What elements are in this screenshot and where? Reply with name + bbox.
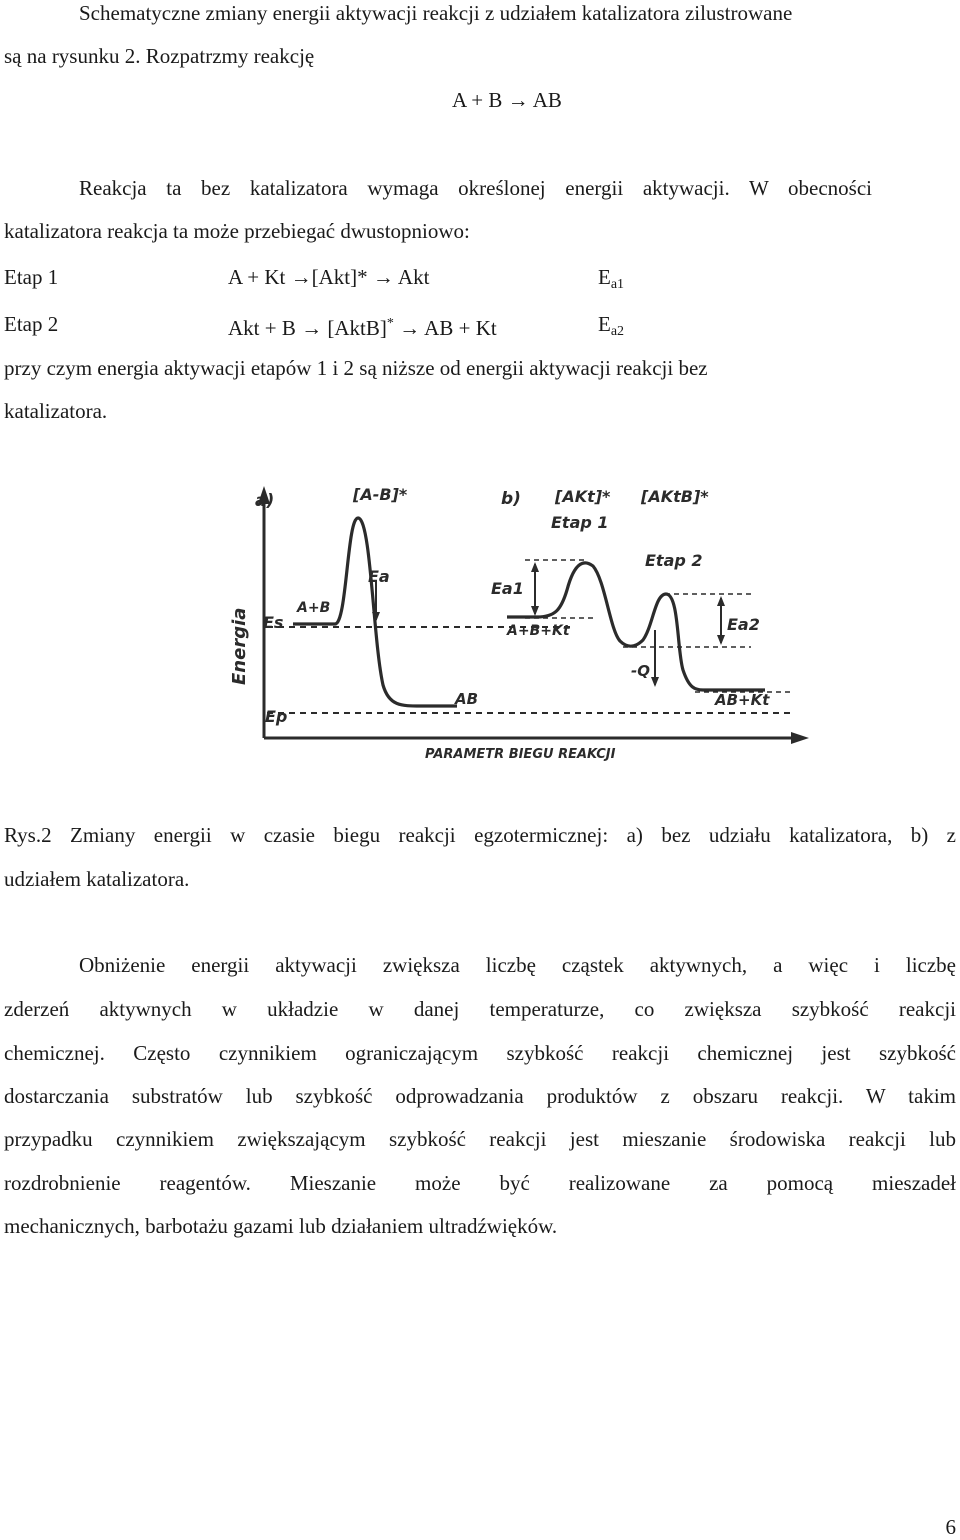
step-1-energy	[598, 264, 624, 298]
step-1-label: Etap 1	[4, 265, 59, 289]
reaction-equation: A + B → AB	[452, 88, 562, 112]
paragraph-line: chemicznej. Często czynnikiem ograniczającym szybkość reakcji chemicznej jest szybkość	[4, 1041, 956, 1065]
label-a: a)	[255, 491, 275, 511]
energy-symbol: E	[598, 312, 611, 336]
equation-part-b: → AB + Kt	[393, 316, 497, 340]
ep-label: Ep	[265, 707, 288, 726]
page-number: 6	[945, 1515, 956, 1539]
label-b: b)	[501, 489, 521, 509]
step-2-equation	[228, 311, 497, 341]
es-label: Es	[263, 613, 284, 632]
ea2-label: Ea2	[727, 615, 760, 634]
energy-axis-label: Energia	[229, 607, 250, 685]
step-2-energy	[598, 311, 624, 345]
paragraph-line: przypadku czynnikiem zwiększającym szybkość reakcji jest mieszanie środowiska reakcji lub	[4, 1127, 956, 1151]
ea1-arrowhead-bottom	[531, 606, 539, 616]
paragraph-line: dostarczania substratów lub szybkość odprowadzania produktów z obszaru reakcji. W takim	[4, 1084, 956, 1108]
energy-diagram-svg	[225, 480, 811, 764]
after-steps-line-1: przy czym energia aktywacji etapów 1 i 2 są niższe od energii aktywacji reakcji bez	[4, 356, 708, 380]
ea1-label: Ea1	[491, 579, 524, 598]
paragraph-line: rozdrobnienie reagentów. Mieszanie może być realizowane za pomocą mieszadeł	[4, 1171, 956, 1195]
after-steps-line-2: katalizatora.	[4, 399, 108, 423]
intro-line-3: Reakcja ta bez katalizatora wymaga określonej energii aktywacji. W obecności	[79, 176, 872, 200]
q-arrowhead	[651, 677, 659, 687]
intro-line-1: Schematyczne zmiany energii aktywacji reakcji z udziałem katalizatora zilustrowane	[79, 1, 793, 25]
equation-superscript: *	[386, 316, 394, 331]
etap1-label: Etap 1	[551, 513, 609, 532]
ea2-arrowhead-bottom	[717, 635, 725, 645]
paragraph-line: Obniżenie energii aktywacji zwiększa liczbę cząstek aktywnych, a więc i liczbę	[79, 953, 956, 977]
apbpkt-label: A+B+Kt	[507, 623, 570, 639]
abkt-label: AB+Kt	[715, 691, 770, 709]
energy-subscript: a1	[610, 277, 625, 292]
minus-q-label: -Q	[631, 662, 650, 680]
ab-label: AB	[455, 690, 479, 708]
intro-line-4: katalizatora reakcja ta może przebiegać dwustopniowo:	[4, 219, 470, 243]
peak-a-label: [A-B]*	[353, 485, 408, 504]
apb-label: A+B	[297, 600, 331, 616]
step-1-equation: A + Kt →[Akt]* → Akt	[228, 265, 430, 289]
ea-label: Ea	[368, 567, 390, 586]
caption-line-1: Rys.2 Zmiany energii w czasie biegu reakcji egzotermicznej: a) bez udziału katalizatora, b) z	[4, 823, 956, 847]
etap2-label: Etap 2	[645, 551, 703, 570]
energy-diagram	[225, 480, 811, 764]
peak-b1-label: [AKt]*	[555, 487, 611, 506]
intro-line-2: są na rysunku 2. Rozpatrzmy reakcję	[4, 44, 315, 68]
step-2-label: Etap 2	[4, 312, 59, 336]
x-axis-arrow	[791, 732, 809, 744]
paragraph-line: zderzeń aktywnych w układzie w danej temperaturze, co zwiększa szybkość reakcji	[4, 997, 956, 1021]
ea2-arrowhead-top	[717, 596, 725, 606]
energy-symbol: E	[598, 265, 611, 289]
x-axis-label: PARAMETR BIEGU REAKCJI	[425, 747, 616, 762]
equation-part-a: Akt + B → [AktB]	[228, 316, 387, 340]
peak-b2-label: [AKtB]*	[641, 487, 709, 506]
ea1-arrowhead-top	[531, 562, 539, 572]
paragraph-line: mechanicznych, barbotażu gazami lub działaniem ultradźwięków.	[4, 1214, 558, 1238]
energy-subscript: a2	[610, 324, 625, 339]
caption-line-2: udziałem katalizatora.	[4, 867, 190, 891]
